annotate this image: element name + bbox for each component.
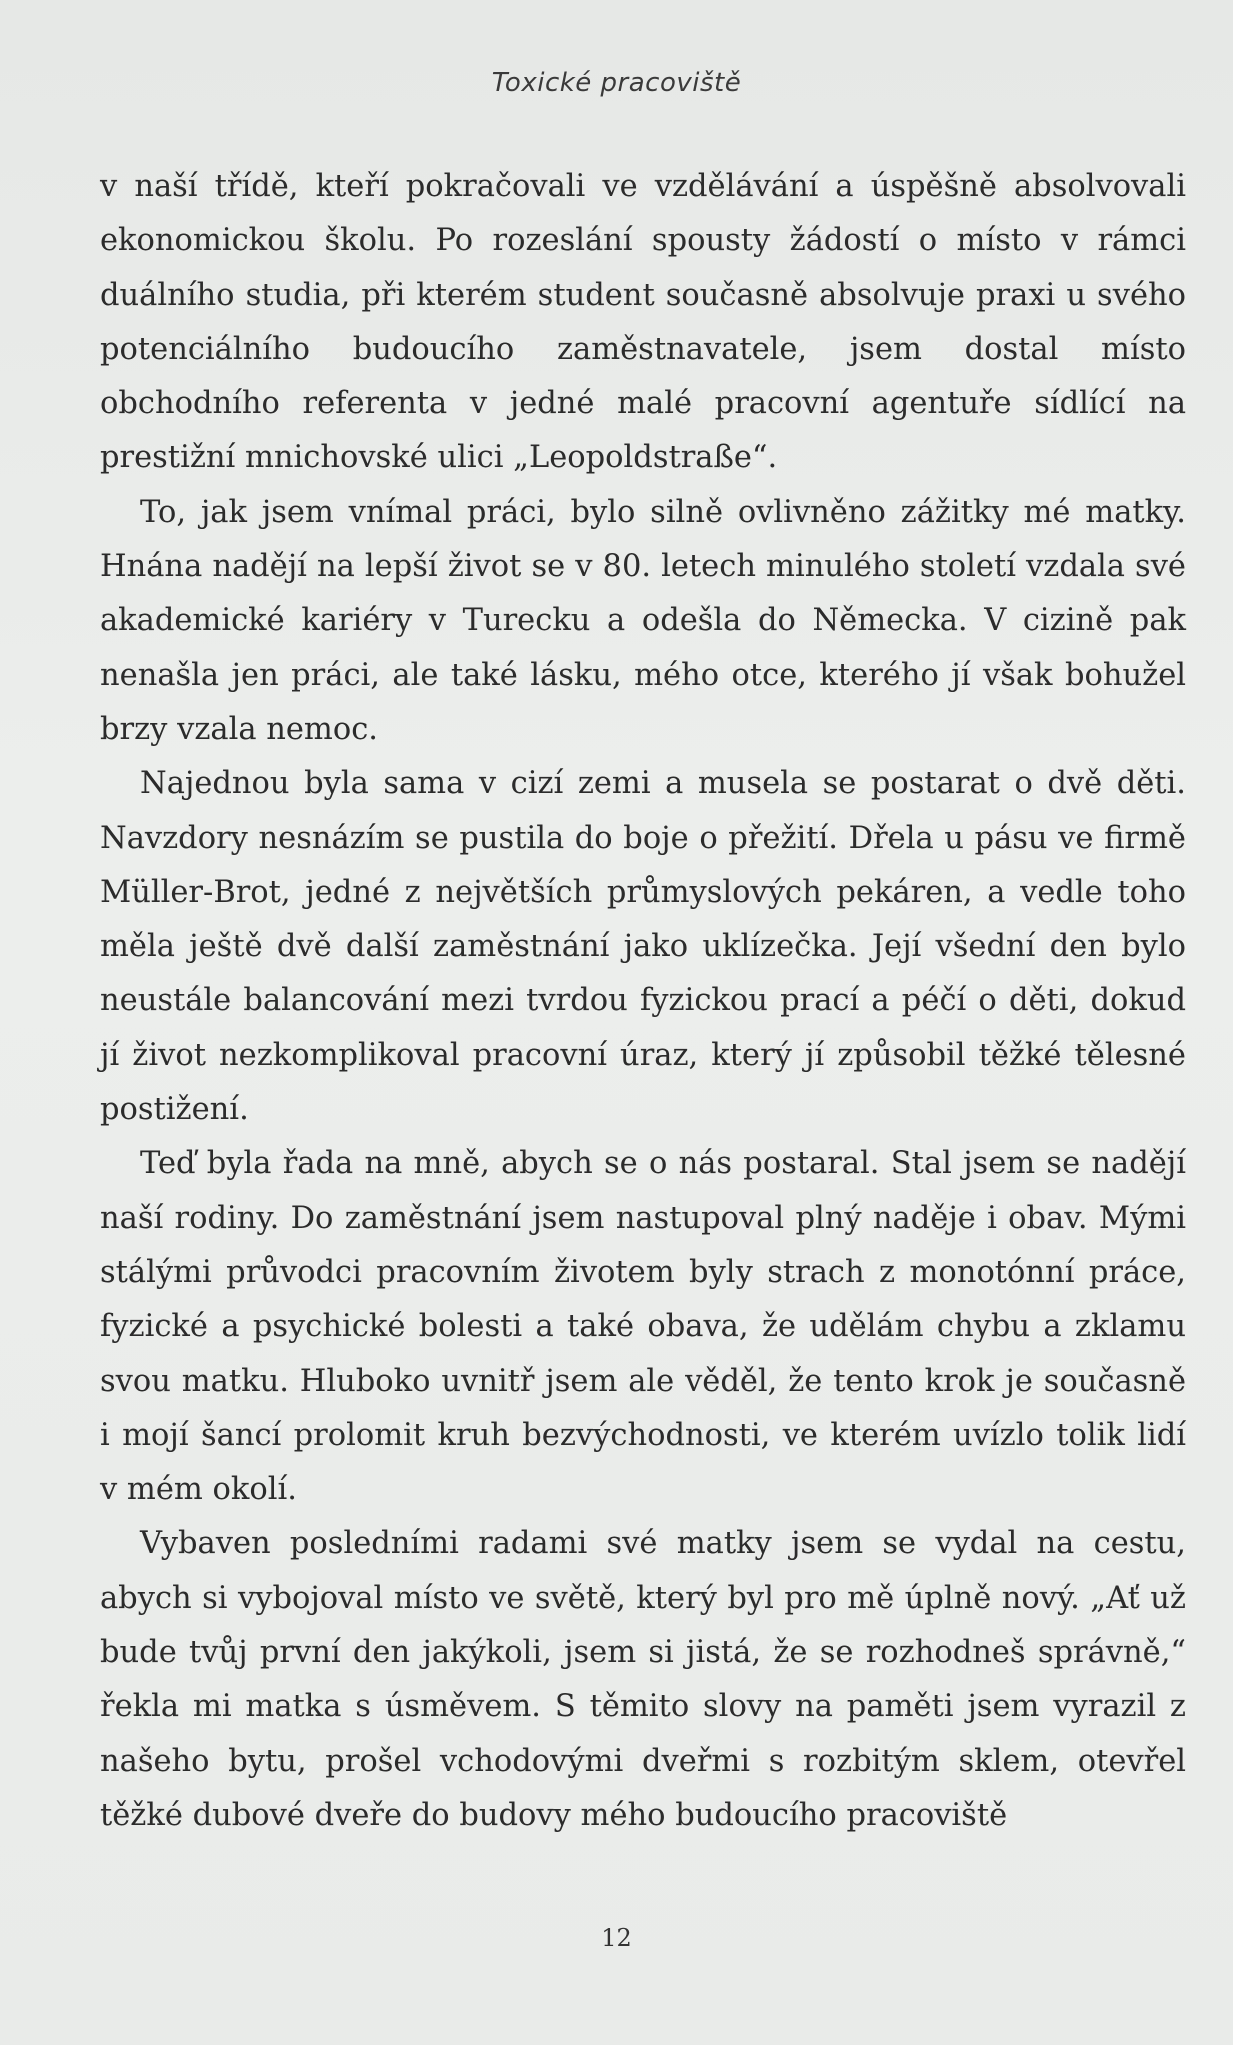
paragraph-2: To, jak jsem vnímal práci, bylo silně ovlivněno zážitky mé matky. Hnána nadějí na lepší život se v 80. letech minulého století vzdala své akademické kariéry v Turecku a odešla do Německa. V cizině pak nenašla jen práci, ale také lásku, mého otce, kterého jí však bohužel brzy vzala nemoc. — [100, 494, 1186, 747]
running-header: Toxické pracoviště — [491, 68, 742, 98]
paragraph-1: v naší třídě, kteří pokračovali ve vzdělávání a úspěšně absolvovali ekonomickou školu. Po rozeslání spousty žádostí o místo v rámci duálního studia, při kterém student současně absolvuje praxi u svého potenciálního budoucího zaměstnavatele, jsem dostal místo obchodního referenta v jedné malé pracovní agentuře sídlící na prestižní mnichovské ulici „Leopoldstraße“. — [100, 169, 1186, 476]
paragraph-4: Teď byla řada na mně, abych se o nás postaral. Stal jsem se nadějí naší rodiny. Do zaměstnání jsem nastupoval plný naděje i obav. Mými stálými průvodci pracovním životem byly strach z monotónní práce, fyzické a psychické bolesti a také obava, že udělám chybu a zklamu svou matku. Hluboko uvnitř jsem ale věděl, že tento krok je současně i mojí šancí prolomit kruh bezvýchodnosti, ve kterém uvízlo tolik lidí v mém okolí. — [100, 1146, 1186, 1508]
paragraph-5: Vybaven posledními radami své matky jsem se vydal na cestu, abych si vybojoval místo ve světě, který byl pro mě úplně nový. „Ať už bude tvůj první den jakýkoli, jsem si jistá, že se rozhodneš správně,“ řekla mi matka s úsměvem. S těmito slovy na paměti jsem vyrazil z našeho bytu, prošel vchodovými dveřmi s rozbitým sklem, otevřel těžké dubové dveře do budovy mého budoucího pracoviště — [100, 1526, 1186, 1833]
paragraph-3: Najednou byla sama v cizí zemi a musela se postarat o dvě děti. Navzdory nesnázím se pustila do boje o přežití. Dřela u pásu ve firmě Müller-Brot, jedné z největších průmyslových pekáren, a vedle toho měla ještě dvě další zaměstnání jako uklízečka. Její všední den bylo neustále balancování mezi tvrdou fyzickou prací a péčí o děti, dokud jí život nezkomplikoval pracovní úraz, který jí způsobil těžké tělesné postižení. — [100, 766, 1186, 1128]
page-number: 12 — [601, 1924, 632, 1952]
body-text — [100, 160, 1186, 1843]
